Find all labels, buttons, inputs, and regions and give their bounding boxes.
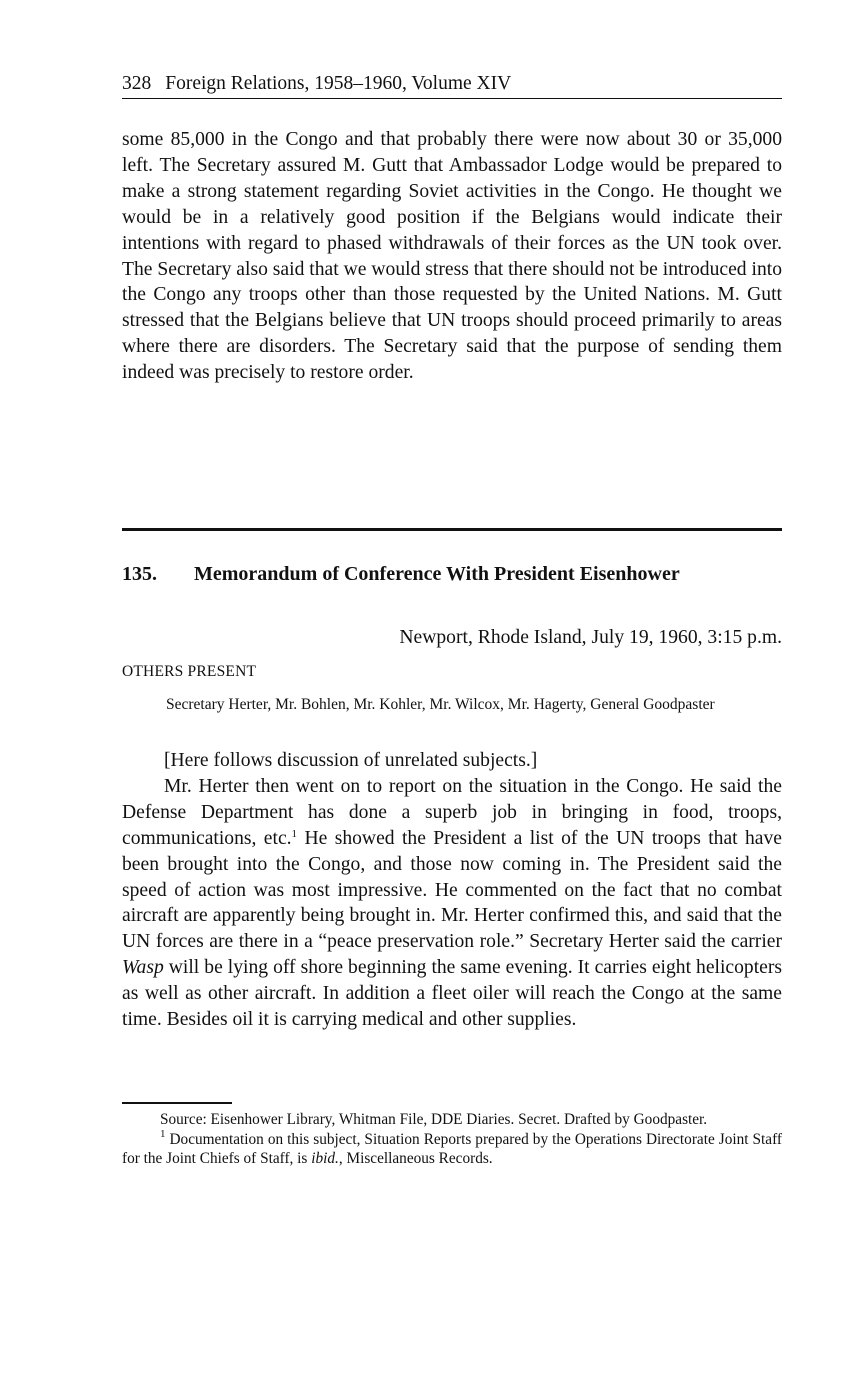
memorandum-body	[122, 748, 782, 1033]
ship-name: Wasp	[122, 957, 164, 979]
body-text-part3: will be lying off shore beginning the same evening. It carries eight helicopters as well as other aircraft. In addition a fleet oiler will reach the Congo at the same time. Besides oil it is carrying medical and other supplies.	[122, 957, 782, 1031]
running-head	[122, 70, 782, 99]
running-head-title: Foreign Relations, 1958–1960, Volume XIV	[165, 73, 512, 94]
others-present-label: OTHERS PRESENT	[122, 663, 257, 680]
footnote-1	[122, 1127, 782, 1169]
body-paragraph	[122, 774, 782, 1033]
footnote-reference: 1	[291, 827, 298, 840]
footnote-1-italic: ibid.	[311, 1150, 339, 1167]
document-number: 135.	[122, 563, 157, 585]
footnotes	[122, 1110, 782, 1169]
body-text-part2: He showed the President a list of the UN troops that have been brought into the Congo, and those now coming in. The President said the speed of action was most impressive. He commented on the fact that no combat aircraft are apparently being brought in. Mr. Herter confirmed this, and said that the UN forces are there in a “peace preservation role.” Secretary Herter said the carrier	[122, 827, 782, 953]
document-page	[122, 70, 782, 1167]
footnote-1-text-b: , Miscellaneous Records.	[338, 1150, 493, 1167]
footnote-divider	[122, 1102, 232, 1104]
dateline: Newport, Rhode Island, July 19, 1960, 3:15 p.m.	[399, 627, 782, 648]
continued-paragraph: some 85,000 in the Congo and that probably there were now about 30 or 35,000 left. The Secretary assured M. Gutt that Ambassador Lodge would be prepared to make a strong statement regarding Soviet activities in the Congo. He thought we would be in a relatively good position if the Belgians would indicate their intentions with regard to phased withdrawals of their forces as the UN took over. The Secretary also said that we would stress that there should not be introduced into the Congo any troops other than those requested by the United Nations. M. Gutt stressed that the Belgians believe that UN troops should proceed primarily to areas where there are disorders. The Secretary said that the purpose of sending them indeed was precisely to restore order.	[122, 129, 782, 384]
document-heading	[122, 560, 782, 588]
body-text-part1: Mr. Herter then went on to report on the situation in the Congo. He said the Defense Department has done a superb job in bringing in food, troops, communications, etc.	[122, 775, 782, 849]
footnote-1-text-a: Documentation on this subject, Situation Reports prepared by the Operations Directorate Joint Staff for the Joint Chiefs of Staff, is	[122, 1130, 782, 1167]
page-number: 328	[122, 73, 152, 94]
editorial-note: [Here follows discussion of unrelated subjects.]	[164, 750, 538, 771]
footnote-marker: 1	[160, 1127, 166, 1140]
section-divider	[122, 528, 782, 531]
document-title: Memorandum of Conference With President Eisenhower	[194, 563, 680, 585]
source-note: Source: Eisenhower Library, Whitman File, DDE Diaries. Secret. Drafted by Goodpaster.	[160, 1111, 708, 1128]
others-present-list: Secretary Herter, Mr. Bohlen, Mr. Kohler, Mr. Wilcox, Mr. Hagerty, General Goodpaster	[166, 696, 715, 713]
